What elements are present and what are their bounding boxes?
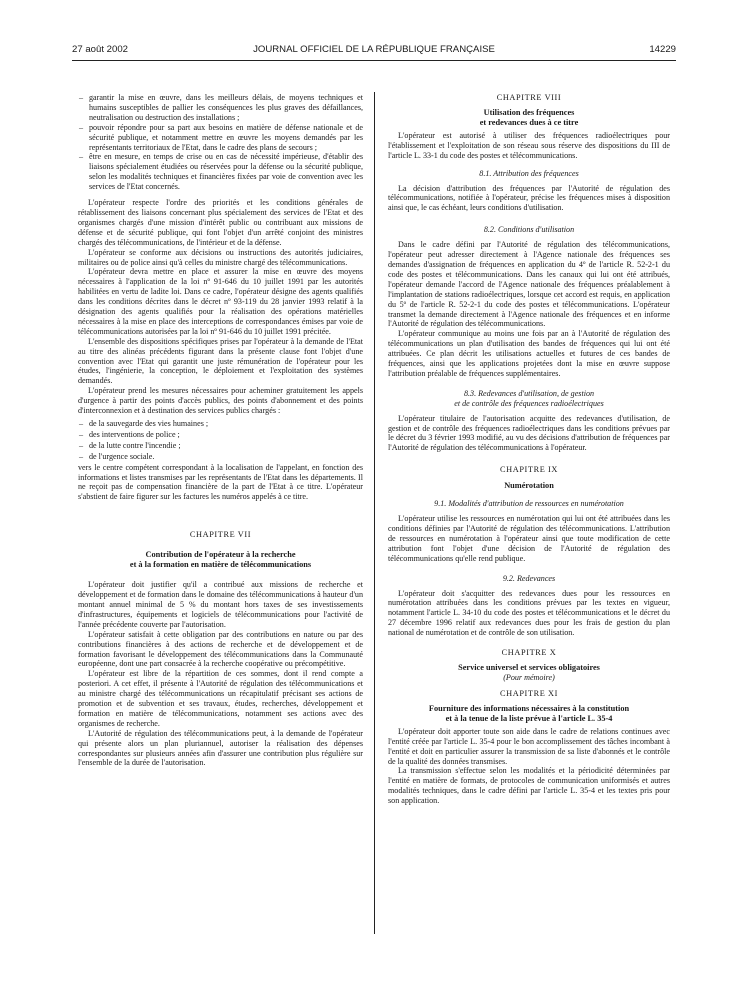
chapter-label: CHAPITRE VII: [189, 530, 252, 540]
chapter-title: Utilisation des fréquences: [483, 107, 575, 117]
section-title: 8.1. Attribution des fréquences: [479, 168, 579, 178]
paragraph: L'opérateur satisfait à cette obligation par des contributions en nature ou par des contributions financières à des actions de recherche et de développement et de formation favorisant le développement des télécommunications dans la Communauté européenne, dont une part consacrée à la recherche coopérative ou précompétitive.: [78, 629, 363, 669]
section-title: et de contrôle des fréquences radioélectriques: [454, 398, 604, 408]
paragraph: L'opérateur communique au moins une fois par an à l'Autorité de régulation des télécommunications un plan d'utilisation des bandes de fréquences qui lui ont été attribuées. Ce plan décrit les utilisations actuelles et futures de ces bandes de fréquences, ainsi que les applications projetées dont la mise en œuvre suppose l'attribution préalable de fréquences supplémentaires.: [388, 329, 670, 378]
paragraph: vers le centre compétent correspondant à la localisation de l'appelant, en fonction des informations et listes transmises par les représentants de l'Etat dans les départements. Il ne reçoit pas de compensation financière de la part de l'Etat à ce titre. L'opérateur s'abstient de faire figurer sur les factures les numéros appelés à ce titre.: [78, 462, 363, 502]
paragraph: L'Autorité de régulation des télécommunications peut, à la demande de l'opérateur qui présente alors un plan pluriannuel, autoriser la réalisation des dépenses correspondantes sur plusieurs années afin d'assurer une contribution plus régulière sur l'ensemble de la durée de l'autorisation.: [78, 728, 363, 768]
column-divider: [374, 92, 375, 934]
paragraph: La décision d'attribution des fréquences par l'Autorité de régulation des télécommunications, notifiée à l'opérateur, précise les fréquences mises à disposition ainsi que, le cas échéant, leurs conditions d'utilisation.: [388, 183, 670, 213]
header-journal-title: JOURNAL OFFICIEL DE LA RÉPUBLIQUE FRANÇAISE: [253, 44, 495, 55]
paragraph: L'opérateur doit s'acquitter des redevances dues pour les ressources en numérotation attribuées dans les conditions prévues par les textes en vigueur, notamment l'article L. 34-10 du code des postes et télécommunications et le décret du 27 décembre 1996 relatif aux redevances dues pour les frais de gestion du plan national de numérotation et de contrôle de son utilisation.: [388, 588, 670, 638]
header-rule: [72, 60, 676, 61]
section-title: 8.2. Conditions d'utilisation: [483, 225, 575, 235]
right-column: [388, 93, 670, 806]
chapter-title: et redevances dues à ce titre: [479, 117, 579, 127]
paragraph: L'opérateur utilise les ressources en numérotation qui lui ont été attribuées dans les conditions définies par l'Autorité de régulation des télécommunications. L'attribution de ressources en numérotation à l'opérateur ainsi que toute modification de cette attribution font l'objet d'une décision de l'Autorité de régulation des télécommunications qu'elle rend publique.: [388, 514, 670, 563]
list-item: – des interventions de police ;: [78, 430, 363, 440]
list-item: – être en mesure, en temps de crise ou en cas de nécessité impérieuse, d'établir des liaisons spécialement étudiées ou réservées pour la défense ou la sécurité publique, selon les modalités techniques et financières fixées par voie de convention avec les services de l'Etat concernés.: [78, 152, 363, 192]
list-item: – de la lutte contre l'incendie ;: [78, 441, 363, 451]
chapter-title: et à la formation en matière de télécommunications: [129, 560, 312, 570]
paragraph: L'opérateur prend les mesures nécessaires pour acheminer gratuitement les appels d'urgence à partir des points d'accès publics, des points d'abonnement et des points d'interconnexion et à destination des services publics chargés :: [78, 386, 363, 416]
list-item: – de l'urgence sociale.: [78, 452, 363, 462]
chapter-label: CHAPITRE VIII: [496, 93, 562, 102]
paragraph: L'opérateur titulaire de l'autorisation acquitte des redevances d'utilisation, de gestion et de contrôle des fréquences radioélectriques dans les conditions prévues par le décret du 3 février 1993 modifié, au vu des décisions d'attribution de fréquences par l'Autorité de régulation des télécommunications à l'opérateur.: [388, 413, 670, 453]
left-column: [78, 93, 363, 768]
chapter-title: et à la tenue de la liste prévue à l'article L. 35-4: [445, 713, 613, 723]
list-item: – pouvoir répondre pour sa part aux besoins en matière de défense nationale et de sécurité publique, et notamment mettre en œuvre les moyens demandés par les représentants territoriaux de l'Etat, dans le cadre des plans de secours ;: [78, 123, 363, 153]
paragraph: L'ensemble des dispositions spécifiques prises par l'opérateur à la demande de l'Etat au titre des alinéas précédents figurant dans la présente clause font l'objet d'une convention avec l'Etat qui garantit une juste rémunération de l'opérateur pour les études, l'ingénierie, la conception, le déploiement et l'exploitation des systèmes demandés.: [78, 336, 363, 386]
chapter-label: CHAPITRE XI: [500, 688, 558, 698]
header-page-number: 14229: [649, 44, 676, 55]
paragraph: La transmission s'effectue selon les modalités et la périodicité déterminées par l'entité en matière de formats, de protocoles de communication uniformisés et autres modalités techniques, dans le cadre défini par l'article L. 35-4 et les textes pris pour son application.: [388, 766, 670, 806]
page-header: [72, 44, 676, 58]
section-title: 9.1. Modalités d'attribution de ressources en numérotation: [434, 499, 624, 509]
chapter-label: CHAPITRE X: [501, 648, 557, 658]
paragraph: L'opérateur est autorisé à utiliser des fréquences radioélectriques pour l'établissement et l'exploitation de son réseau sous réserve des dispositions du III de l'article L. 33-1 du code des postes et télécommunications.: [388, 130, 670, 160]
chapter-title: Service universel et services obligatoires: [458, 662, 600, 672]
paragraph: L'opérateur doit justifier qu'il a contribué aux missions de recherche et développement et de formation dans le domaine des télécommunications à hauteur d'un montant annuel minimal de 5 % du montant hors taxes de ses investissements d'infrastructures, équipements et logiciels de télécommunications pour l'activité de l'année précédente couverte par l'autorisation.: [78, 580, 363, 629]
list-item: – de la sauvegarde des vies humaines ;: [78, 419, 363, 429]
paragraph: L'opérateur doit apporter toute son aide dans le cadre de relations continues avec l'entité créée par l'article L. 35-4 pour le bon accomplissement des tâches incombant à l'entité et doit en particulier assurer la transmission de sa liste d'abonnés et le contrôle de la qualité des données transmises.: [388, 726, 670, 766]
section-title: 9.2. Redevances: [502, 573, 556, 583]
paragraph: L'opérateur est libre de la répartition de ces sommes, dont il rend compte a posteriori. A cet effet, il présente à l'Autorité de régulation des télécommunications et au ministre chargé des télécommunications un récapitulatif précisant ses actions de promotion et de subvention et ses travaux, études, recherches, développement et formation en matière de télécommunications, notamment ses actions avec des organismes de recherche.: [78, 669, 363, 728]
paragraph: L'opérateur respecte l'ordre des priorités et les conditions générales de rétablissement des liaisons concernant plus spécialement des services de l'Etat et des organismes chargés d'une mission d'intérêt public ou contribuant aux missions de défense et de sécurité publique, qui font l'objet d'un arrêté conjoint des ministres chargés des télécommunications, de l'intérieur et de la défense.: [78, 198, 363, 247]
chapter-note: (Pour mémoire): [503, 672, 555, 682]
paragraph: L'opérateur devra mettre en place et assurer la mise en œuvre des moyens nécessaires à l'application de la loi nº 91-646 du 10 juillet 1991 par les autorités habilitées en vertu de ladite loi. Dans ce cadre, l'opérateur désigne des agents qualifiés dans les conditions décrites dans le décret nº 93-119 du 28 janvier 1993 relatif à la désignation des agents qualifiés pour la réalisation des opérations matérielles nécessaires à la mise en place des interceptions de correspondances émises par voie de télécommunications autorisées par la loi nº 91-646 du 10 juillet 1991 précitée.: [78, 267, 363, 336]
header-date: 27 août 2002: [72, 44, 129, 55]
chapter-title: Contribution de l'opérateur à la recherche: [145, 550, 296, 560]
chapter-title: Numérotation: [504, 481, 554, 491]
section-title: 8.3. Redevances d'utilisation, de gestion: [463, 388, 595, 398]
chapter-title: Fourniture des informations nécessaires à la constitution: [428, 703, 630, 713]
paragraph: Dans le cadre défini par l'Autorité de régulation des télécommunications, l'opérateur peut adresser directement à l'Agence nationale des fréquences ses demandes d'assignation de fréquences en application du 4º de l'article R. 52-2-1 du code des postes et télécommunications. Dans les canaux qui lui ont été attribués, l'opérateur demande l'accord de l'Agence nationale des fréquences préalablement à l'implantation de stations radioélectriques, lorsque cet accord est requis, en application du 5º de l'article R. 52-2-1 du code des postes et télécommunications. L'opérateur transmet la demande directement à l'Agence nationale des fréquences et en informe l'Autorité de régulation des télécommunications.: [388, 240, 670, 329]
list-item: – garantir la mise en œuvre, dans les meilleurs délais, de moyens techniques et humains susceptibles de pallier les conséquences les plus graves des défaillances, neutralisation ou destruction des installations ;: [78, 93, 363, 123]
paragraph: L'opérateur se conforme aux décisions ou instructions des autorités judiciaires, militaires ou de police ainsi qu'à celles du ministre chargé des télécommunications.: [78, 247, 363, 267]
chapter-label: CHAPITRE IX: [500, 465, 558, 475]
